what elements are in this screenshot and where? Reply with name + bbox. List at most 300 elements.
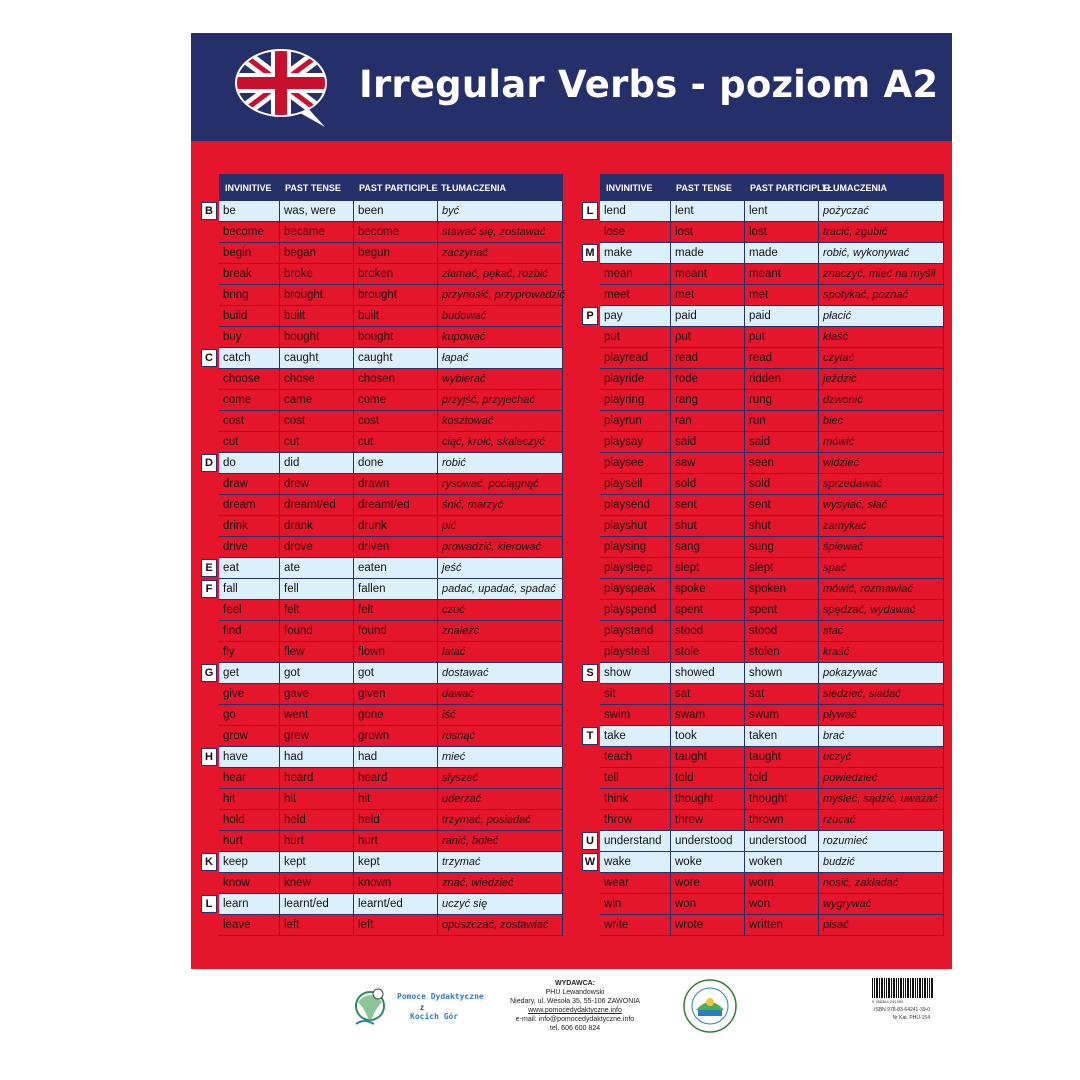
row-cells bbox=[219, 789, 563, 810]
past-tense-cell: ate bbox=[279, 558, 353, 578]
table-row bbox=[580, 432, 944, 453]
infinitive-cell: choose bbox=[223, 373, 261, 385]
infinitive-cell: pay bbox=[604, 310, 623, 322]
translation-cell: mówić bbox=[818, 432, 943, 452]
translation-cell: uczyć się bbox=[437, 894, 562, 914]
table-row bbox=[580, 789, 944, 810]
past-participle-cell: shown bbox=[744, 663, 818, 683]
past-tense-cell: built bbox=[279, 306, 353, 326]
infinitive-cell: catch bbox=[223, 352, 251, 364]
infinitive-cell: cost bbox=[223, 415, 245, 427]
infinitive-cell: playshut bbox=[604, 520, 647, 532]
translation-cell: rysować, pociągnąć bbox=[437, 474, 562, 494]
table-row bbox=[199, 663, 563, 684]
past-tense-cell: woke bbox=[670, 852, 744, 872]
row-cells bbox=[600, 390, 944, 411]
past-participle-cell: brought bbox=[353, 285, 437, 305]
infinitive-cell: playsteal bbox=[604, 646, 650, 658]
past-participle-cell: taught bbox=[744, 747, 818, 767]
row-cells bbox=[219, 579, 563, 600]
table-row bbox=[580, 327, 944, 348]
translation-cell: stawać się, zostawać bbox=[437, 222, 562, 242]
past-tense-cell: rode bbox=[670, 369, 744, 389]
table-row bbox=[199, 915, 563, 936]
header-translation: TŁUMACZENIA bbox=[441, 183, 506, 193]
table-row bbox=[199, 369, 563, 390]
barcode-icon bbox=[872, 978, 934, 998]
past-tense-cell: understood bbox=[670, 831, 744, 851]
header-translation: TŁUMACZENIA bbox=[822, 183, 887, 193]
infinitive-cell: get bbox=[223, 667, 239, 679]
row-cells bbox=[600, 558, 944, 579]
past-participle-cell: given bbox=[353, 684, 437, 704]
table-row bbox=[580, 894, 944, 915]
infinitive-cell: have bbox=[223, 751, 248, 763]
table-row bbox=[580, 348, 944, 369]
past-participle-cell: taken bbox=[744, 726, 818, 746]
table-row bbox=[580, 558, 944, 579]
row-cells bbox=[219, 327, 563, 348]
row-cells bbox=[219, 915, 563, 936]
past-tense-cell: taught bbox=[670, 747, 744, 767]
translation-cell: budować bbox=[437, 306, 562, 326]
table-row bbox=[199, 768, 563, 789]
infinitive-cell: lend bbox=[604, 205, 626, 217]
past-tense-cell: spent bbox=[670, 600, 744, 620]
row-cells bbox=[219, 558, 563, 579]
translation-cell: trzymać bbox=[437, 852, 562, 872]
infinitive-cell: leave bbox=[223, 919, 251, 931]
row-cells bbox=[219, 201, 563, 222]
past-tense-cell: did bbox=[279, 453, 353, 473]
past-tense-cell: threw bbox=[670, 810, 744, 830]
row-cells bbox=[600, 348, 944, 369]
past-tense-cell: lost bbox=[670, 222, 744, 242]
section-letter: H bbox=[201, 748, 217, 766]
past-tense-cell: grew bbox=[279, 726, 353, 746]
past-tense-cell: caught bbox=[279, 348, 353, 368]
translation-cell: śnić, marzyć bbox=[437, 495, 562, 515]
past-participle-cell: met bbox=[744, 285, 818, 305]
table-row bbox=[199, 873, 563, 894]
table-row bbox=[580, 873, 944, 894]
past-participle-cell: woken bbox=[744, 852, 818, 872]
translation-cell: znać, wiedzieć bbox=[437, 873, 562, 893]
section-letter: D bbox=[201, 454, 217, 472]
row-cells bbox=[600, 600, 944, 621]
row-cells bbox=[219, 264, 563, 285]
table-row bbox=[580, 600, 944, 621]
infinitive-cell: eat bbox=[223, 562, 239, 574]
translation-cell: zamykać bbox=[818, 516, 943, 536]
publisher-info bbox=[495, 979, 655, 1033]
past-participle-cell: found bbox=[353, 621, 437, 641]
table-row bbox=[580, 306, 944, 327]
infinitive-cell: fall bbox=[223, 583, 238, 595]
past-tense-cell: left bbox=[279, 915, 353, 935]
past-participle-cell: come bbox=[353, 390, 437, 410]
row-cells bbox=[600, 411, 944, 432]
past-participle-cell: made bbox=[744, 243, 818, 263]
logo-line-2: z bbox=[420, 1003, 424, 1012]
past-tense-cell: flew bbox=[279, 642, 353, 662]
row-cells bbox=[600, 327, 944, 348]
infinitive-cell: take bbox=[604, 730, 626, 742]
translation-cell: rosnąć bbox=[437, 726, 562, 746]
infinitive-cell: keep bbox=[223, 856, 248, 868]
past-participle-cell: read bbox=[744, 348, 818, 368]
translation-cell: znaleźć bbox=[437, 621, 562, 641]
infinitive-cell: do bbox=[223, 457, 236, 469]
past-participle-cell: rung bbox=[744, 390, 818, 410]
past-participle-cell: known bbox=[353, 873, 437, 893]
section-letter: M bbox=[582, 244, 598, 262]
translation-cell: robić, wykonywać bbox=[818, 243, 943, 263]
infinitive-cell: buy bbox=[223, 331, 242, 343]
past-participle-cell: cost bbox=[353, 411, 437, 431]
table-row bbox=[199, 432, 563, 453]
past-participle-cell: swum bbox=[744, 705, 818, 725]
table-row bbox=[580, 915, 944, 936]
header-infinitive: INVINITIVE bbox=[606, 183, 653, 193]
row-cells bbox=[219, 621, 563, 642]
past-participle-cell: broken bbox=[353, 264, 437, 284]
row-cells bbox=[600, 852, 944, 873]
table-row bbox=[580, 579, 944, 600]
row-cells bbox=[219, 642, 563, 663]
past-participle-cell: bought bbox=[353, 327, 437, 347]
table-row bbox=[580, 453, 944, 474]
infinitive-cell: learn bbox=[223, 898, 249, 910]
row-cells bbox=[600, 894, 944, 915]
past-tense-cell: wore bbox=[670, 873, 744, 893]
table-row bbox=[199, 558, 563, 579]
logo-line-1: Pomoce Dydaktyczne bbox=[397, 992, 484, 1001]
table-row bbox=[199, 348, 563, 369]
translation-cell: przynosić, przyprowadzić bbox=[437, 285, 562, 305]
past-participle-cell: stood bbox=[744, 621, 818, 641]
past-participle-cell: sold bbox=[744, 474, 818, 494]
table-row bbox=[580, 495, 944, 516]
translation-cell: spotykać, poznać bbox=[818, 285, 943, 305]
catalog-number: Nr Kat. PHU-154 bbox=[892, 1015, 930, 1021]
translation-cell: padać, upadać, spadać bbox=[437, 579, 562, 599]
row-cells bbox=[600, 747, 944, 768]
past-tense-cell: was, were bbox=[279, 201, 353, 221]
table-row bbox=[580, 222, 944, 243]
table-row bbox=[580, 747, 944, 768]
row-cells bbox=[600, 642, 944, 663]
row-cells bbox=[600, 222, 944, 243]
header-banner bbox=[191, 33, 952, 141]
row-cells bbox=[219, 600, 563, 621]
table-row bbox=[199, 600, 563, 621]
infinitive-cell: playrun bbox=[604, 415, 642, 427]
table-row bbox=[199, 705, 563, 726]
table-row bbox=[199, 642, 563, 663]
past-participle-cell: left bbox=[353, 915, 437, 935]
infinitive-cell: playsay bbox=[604, 436, 643, 448]
row-cells bbox=[219, 348, 563, 369]
section-letter: E bbox=[201, 559, 217, 577]
table-row bbox=[199, 306, 563, 327]
table-row bbox=[580, 474, 944, 495]
translation-cell: stać bbox=[818, 621, 943, 641]
past-participle-cell: grown bbox=[353, 726, 437, 746]
translation-cell: ciąć, kroić, skaleczyć bbox=[437, 432, 562, 452]
past-participle-cell: ridden bbox=[744, 369, 818, 389]
row-cells bbox=[600, 768, 944, 789]
translation-cell: wysyłać, słać bbox=[818, 495, 943, 515]
infinitive-cell: wake bbox=[604, 856, 631, 868]
past-participle-cell: built bbox=[353, 306, 437, 326]
past-participle-cell: seen bbox=[744, 453, 818, 473]
past-tense-cell: gave bbox=[279, 684, 353, 704]
past-tense-cell: kept bbox=[279, 852, 353, 872]
infinitive-cell: hold bbox=[223, 814, 245, 826]
past-tense-cell: rang bbox=[670, 390, 744, 410]
infinitive-cell: meet bbox=[604, 289, 630, 301]
section-letter: B bbox=[201, 202, 217, 220]
past-tense-cell: sang bbox=[670, 537, 744, 557]
publisher-name: PHU Lewandowski bbox=[545, 989, 605, 996]
translation-cell: prowadzić, kierować bbox=[437, 537, 562, 557]
infinitive-cell: go bbox=[223, 709, 236, 721]
past-participle-cell: hurt bbox=[353, 831, 437, 851]
translation-cell: nosić, zakładać bbox=[818, 873, 943, 893]
translation-cell: śpiewać bbox=[818, 537, 943, 557]
past-participle-cell: cut bbox=[353, 432, 437, 452]
translation-cell: kupować bbox=[437, 327, 562, 347]
past-participle-cell: put bbox=[744, 327, 818, 347]
translation-cell: kraść bbox=[818, 642, 943, 662]
translation-cell: pisać bbox=[818, 915, 943, 935]
barcode-number: 9 788364 241390 bbox=[872, 999, 904, 1004]
translation-cell: ranić, boleć bbox=[437, 831, 562, 851]
past-tense-cell: wrote bbox=[670, 915, 744, 935]
translation-cell: znaczyć, mieć na myśli bbox=[818, 264, 943, 284]
row-cells bbox=[600, 432, 944, 453]
past-tense-cell: knew bbox=[279, 873, 353, 893]
past-tense-cell: hurt bbox=[279, 831, 353, 851]
translation-cell: opuszczać, zostawiać bbox=[437, 915, 562, 935]
past-participle-cell: thrown bbox=[744, 810, 818, 830]
infinitive-cell: tell bbox=[604, 772, 619, 784]
translation-cell: złamać, pękać, rozbić bbox=[437, 264, 562, 284]
past-participle-cell: spoken bbox=[744, 579, 818, 599]
past-tense-cell: broke bbox=[279, 264, 353, 284]
table-row bbox=[199, 201, 563, 222]
table-row bbox=[199, 831, 563, 852]
infinitive-cell: win bbox=[604, 898, 622, 910]
translation-cell: słyszeć bbox=[437, 768, 562, 788]
past-participle-cell: lost bbox=[744, 222, 818, 242]
translation-cell: pokazywać bbox=[818, 663, 943, 683]
infinitive-cell: know bbox=[223, 877, 250, 889]
union-jack-speech-bubble-icon bbox=[233, 47, 329, 129]
translation-cell: iść bbox=[437, 705, 562, 725]
past-tense-cell: spoke bbox=[670, 579, 744, 599]
past-tense-cell: read bbox=[670, 348, 744, 368]
translation-cell: jeść bbox=[437, 558, 562, 578]
section-letter: F bbox=[201, 580, 217, 598]
infinitive-cell: grow bbox=[223, 730, 248, 742]
row-cells bbox=[219, 495, 563, 516]
past-participle-cell: sung bbox=[744, 537, 818, 557]
infinitive-cell: feel bbox=[223, 604, 242, 616]
past-participle-cell: shut bbox=[744, 516, 818, 536]
past-participle-cell: fallen bbox=[353, 579, 437, 599]
translation-cell: kłaść bbox=[818, 327, 943, 347]
section-letter: L bbox=[201, 895, 217, 913]
past-participle-cell: drawn bbox=[353, 474, 437, 494]
past-tense-cell: heard bbox=[279, 768, 353, 788]
row-cells bbox=[219, 726, 563, 747]
translation-cell: rzucać bbox=[818, 810, 943, 830]
row-cells bbox=[219, 768, 563, 789]
past-tense-cell: put bbox=[670, 327, 744, 347]
kocich-gor-logo-icon bbox=[348, 980, 478, 1030]
past-tense-cell: sat bbox=[670, 684, 744, 704]
past-participle-cell: had bbox=[353, 747, 437, 767]
table-row bbox=[580, 852, 944, 873]
infinitive-cell: write bbox=[604, 919, 629, 931]
past-tense-cell: felt bbox=[279, 600, 353, 620]
row-cells bbox=[600, 705, 944, 726]
table-header bbox=[600, 174, 944, 201]
translation-cell: latać bbox=[437, 642, 562, 662]
infinitive-cell: sit bbox=[604, 688, 616, 700]
past-participle-cell: thought bbox=[744, 789, 818, 809]
infinitive-cell: lose bbox=[604, 226, 626, 238]
infinitive-cell: break bbox=[223, 268, 252, 280]
translation-cell: brać bbox=[818, 726, 943, 746]
infinitive-cell: playsleep bbox=[604, 562, 653, 574]
infinitive-cell: bring bbox=[223, 289, 249, 301]
section-letter: S bbox=[582, 664, 598, 682]
translation-cell: tracić, zgubić bbox=[818, 222, 943, 242]
infinitive-cell: drive bbox=[223, 541, 248, 553]
past-participle-cell: heard bbox=[353, 768, 437, 788]
table-row bbox=[580, 369, 944, 390]
infinitive-cell: playsing bbox=[604, 541, 647, 553]
infinitive-cell: playring bbox=[604, 394, 645, 406]
table-row bbox=[580, 831, 944, 852]
infinitive-cell: playread bbox=[604, 352, 649, 364]
infinitive-cell: playride bbox=[604, 373, 645, 385]
header-infinitive: INVINITIVE bbox=[225, 183, 272, 193]
table-row bbox=[580, 642, 944, 663]
row-cells bbox=[600, 537, 944, 558]
translation-cell: wybierać bbox=[437, 369, 562, 389]
infinitive-cell: cut bbox=[223, 436, 239, 448]
past-tense-cell: stood bbox=[670, 621, 744, 641]
table-row bbox=[199, 264, 563, 285]
translation-cell: przyjść, przyjechać bbox=[437, 390, 562, 410]
past-participle-cell: flown bbox=[353, 642, 437, 662]
past-tense-cell: drove bbox=[279, 537, 353, 557]
translation-cell: łapać bbox=[437, 348, 562, 368]
translation-cell: spać bbox=[818, 558, 943, 578]
isbn-number: ISBN 978-83-64241-39-0 bbox=[874, 1007, 930, 1013]
translation-cell: siedzieć, siadać bbox=[818, 684, 943, 704]
row-cells bbox=[219, 516, 563, 537]
header-past-participle: PAST PARTICIPLE bbox=[750, 183, 829, 193]
past-tense-cell: slept bbox=[670, 558, 744, 578]
infinitive-cell: playspend bbox=[604, 604, 657, 616]
past-tense-cell: became bbox=[279, 222, 353, 242]
past-participle-cell: got bbox=[353, 663, 437, 683]
row-cells bbox=[219, 537, 563, 558]
past-participle-cell: lent bbox=[744, 201, 818, 221]
row-cells bbox=[219, 747, 563, 768]
publisher-website-link[interactable]: www.pomocedydaktyczne.info bbox=[528, 1007, 622, 1014]
past-participle-cell: worn bbox=[744, 873, 818, 893]
past-participle-cell: won bbox=[744, 894, 818, 914]
past-tense-cell: swam bbox=[670, 705, 744, 725]
row-cells bbox=[219, 873, 563, 894]
past-tense-cell: lent bbox=[670, 201, 744, 221]
translation-cell: pić bbox=[437, 516, 562, 536]
infinitive-cell: teach bbox=[604, 751, 633, 763]
past-tense-cell: stole bbox=[670, 642, 744, 662]
past-tense-cell: bought bbox=[279, 327, 353, 347]
infinitive-cell: mean bbox=[604, 268, 633, 280]
table-row bbox=[580, 726, 944, 747]
table-row bbox=[580, 684, 944, 705]
row-cells bbox=[219, 411, 563, 432]
row-cells bbox=[219, 663, 563, 684]
translation-cell: sprzedawać bbox=[818, 474, 943, 494]
past-participle-cell: gone bbox=[353, 705, 437, 725]
past-tense-cell: came bbox=[279, 390, 353, 410]
infinitive-cell: swim bbox=[604, 709, 631, 721]
translation-cell: jeździć bbox=[818, 369, 943, 389]
row-cells bbox=[600, 810, 944, 831]
past-tense-cell: said bbox=[670, 432, 744, 452]
past-tense-cell: drank bbox=[279, 516, 353, 536]
translation-cell: uderzać bbox=[437, 789, 562, 809]
translation-cell: uczyć bbox=[818, 747, 943, 767]
past-tense-cell: met bbox=[670, 285, 744, 305]
table-row bbox=[580, 768, 944, 789]
past-participle-cell: sat bbox=[744, 684, 818, 704]
table-rows bbox=[199, 201, 563, 936]
past-tense-cell: drew bbox=[279, 474, 353, 494]
table-header bbox=[219, 174, 563, 201]
infinitive-cell: playsee bbox=[604, 457, 644, 469]
table-row bbox=[580, 705, 944, 726]
translation-cell: czytać bbox=[818, 348, 943, 368]
table-row bbox=[199, 747, 563, 768]
row-cells bbox=[600, 474, 944, 495]
section-letter: C bbox=[201, 349, 217, 367]
past-tense-cell: found bbox=[279, 621, 353, 641]
header-past-tense: PAST TENSE bbox=[676, 183, 732, 193]
translation-cell: kosztować bbox=[437, 411, 562, 431]
past-participle-cell: kept bbox=[353, 852, 437, 872]
infinitive-cell: come bbox=[223, 394, 252, 406]
row-cells bbox=[219, 390, 563, 411]
infinitive-cell: show bbox=[604, 667, 631, 679]
translation-cell: zaczynać bbox=[437, 243, 562, 263]
row-cells bbox=[600, 495, 944, 516]
row-cells bbox=[600, 285, 944, 306]
isbn-info bbox=[850, 1006, 930, 1022]
past-tense-cell: hit bbox=[279, 789, 353, 809]
translation-cell: wygrywać bbox=[818, 894, 943, 914]
table-row bbox=[199, 453, 563, 474]
